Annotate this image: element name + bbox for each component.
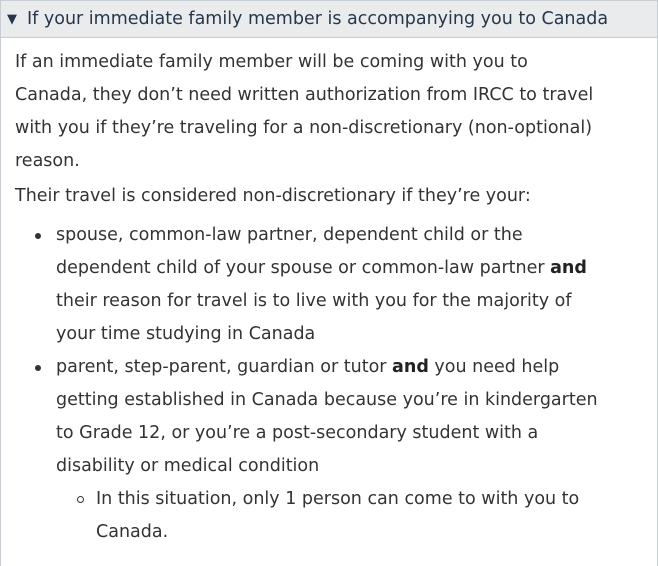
- list-item-line: [56, 252, 637, 285]
- intro-line: Canada, they don’t need written authorization from IRCC to travel: [15, 85, 594, 105]
- intro-paragraph: [15, 46, 637, 178]
- intro-line: reason.: [15, 151, 80, 171]
- list-item-spouse-child: [15, 219, 637, 351]
- sub-list-line: Canada.: [96, 522, 169, 542]
- caret-down-icon: ▼: [7, 11, 17, 27]
- list-item-text: you need help: [428, 357, 560, 377]
- details-panel: [0, 38, 658, 566]
- details-summary-toggle[interactable]: [0, 0, 658, 38]
- list-item-line: spouse, common-law partner, dependent child or the: [56, 225, 523, 245]
- list-item-text: parent, step-parent, guardian or tutor: [56, 357, 393, 377]
- list-item-line: their reason for travel is to live with you for the majority of: [56, 291, 572, 311]
- list-item-parent-guardian: [15, 351, 637, 549]
- list-item-line: [56, 351, 637, 384]
- bullet-circle-icon: [77, 496, 84, 503]
- list-item-text: dependent child of your spouse or common-law partner: [56, 258, 551, 278]
- list-item-line: to Grade 12, or you’re a post-secondary student with a: [56, 423, 539, 443]
- list-item-line: your time studying in Canada: [56, 324, 316, 344]
- bullet-disc-icon: [35, 233, 41, 239]
- intro-line: with you if they’re traveling for a non-discretionary (non-optional): [15, 118, 593, 138]
- bold-and: and: [550, 258, 587, 278]
- sub-list: [56, 483, 637, 549]
- intro-line: If an immediate family member will be coming with you to: [15, 52, 528, 72]
- bold-and: and: [392, 357, 429, 377]
- list-item-line: disability or medical condition: [56, 456, 320, 476]
- list-item-line: getting established in Canada because you’re in kindergarten: [56, 390, 598, 410]
- lead-paragraph: Their travel is considered non-discretionary if they’re your:: [15, 186, 531, 206]
- details-summary-title: If your immediate family member is accompanying you to Canada: [27, 9, 609, 29]
- sub-list-item: [56, 483, 637, 549]
- sub-list-line: In this situation, only 1 person can come to with you to: [96, 489, 580, 509]
- relationship-list: [15, 219, 637, 549]
- bullet-disc-icon: [35, 365, 41, 371]
